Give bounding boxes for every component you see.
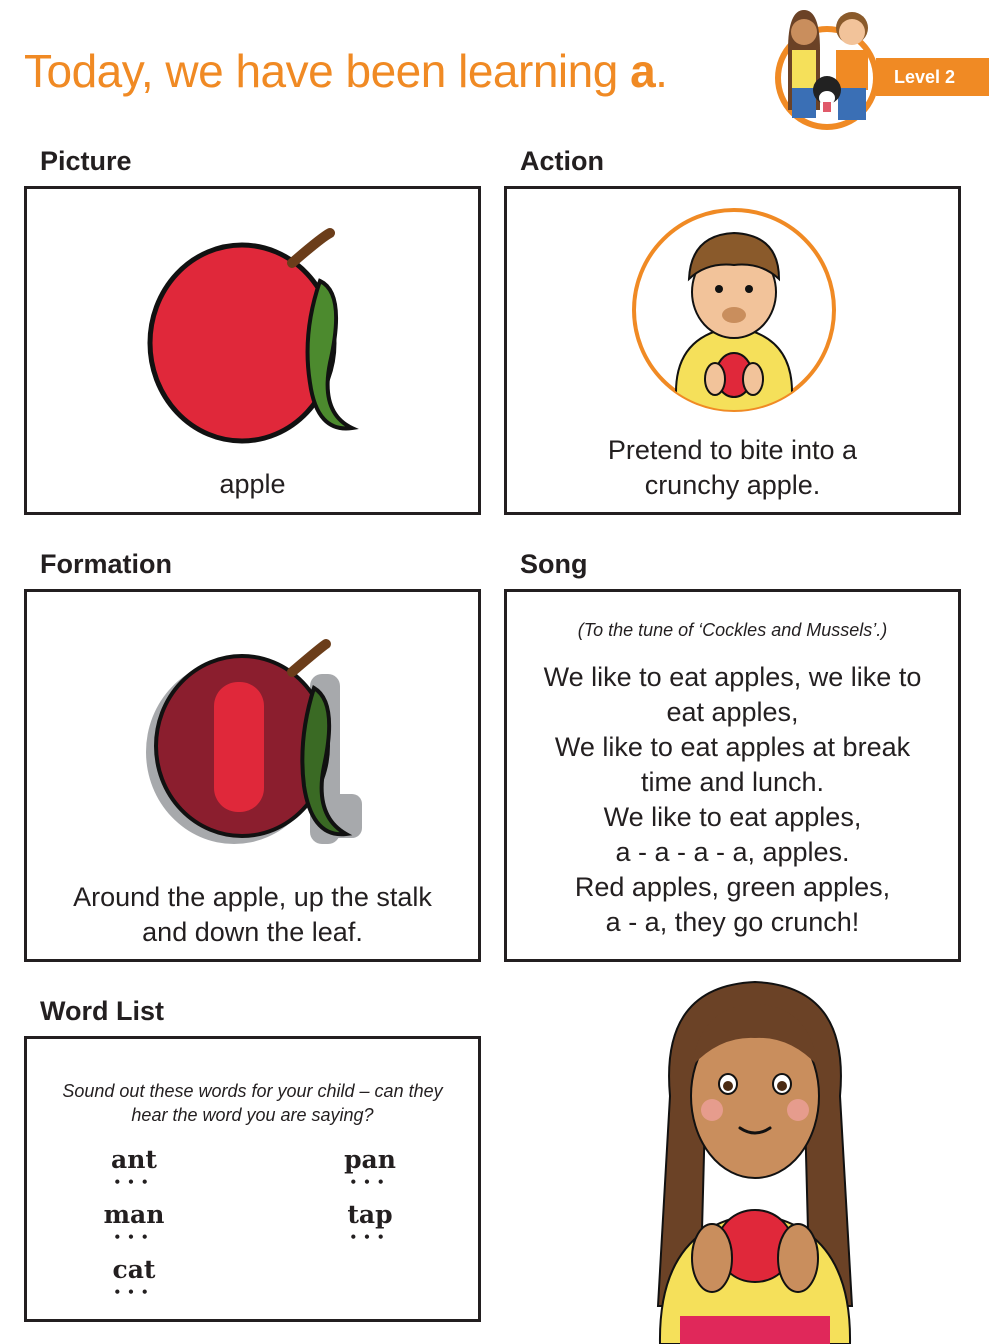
- picture-caption: apple: [219, 469, 286, 499]
- action-caption-line: crunchy apple.: [644, 470, 821, 500]
- formation-caption: [27, 880, 478, 950]
- song-line: Red apples, green apples,: [574, 872, 891, 902]
- phoneme-dots: •••: [349, 1230, 391, 1244]
- characters-logo-icon: [772, 0, 989, 135]
- word-item: [84, 1145, 184, 1188]
- word-list-intro-line: hear the word you are saying?: [131, 1105, 374, 1125]
- formation-caption-line: Around the apple, up the stalk: [73, 882, 432, 912]
- song-line: time and lunch.: [640, 767, 825, 797]
- action-caption-line: Pretend to bite into a: [607, 435, 858, 465]
- song-label: Song: [520, 549, 588, 579]
- song-line: We like to eat apples at break: [554, 732, 911, 762]
- song-lyrics: [507, 660, 958, 940]
- girl-holding-apple-icon: [600, 976, 910, 1344]
- phoneme-dots: •••: [113, 1175, 155, 1189]
- word-text: ant: [111, 1145, 157, 1174]
- formation-label: Formation: [40, 549, 172, 579]
- word-list-card: [24, 1036, 481, 1322]
- word-list-label: Word List: [40, 996, 164, 1026]
- boy-biting-apple-icon: [631, 207, 837, 413]
- action-label: Action: [520, 146, 604, 176]
- formation-card: [24, 589, 481, 962]
- title-suffix: .: [655, 45, 668, 97]
- song-intro: (To the tune of ‘Cockles and Mussels’.): [577, 620, 888, 640]
- song-line: a - a, they go crunch!: [605, 907, 860, 937]
- phoneme-dots: •••: [113, 1285, 155, 1299]
- word-item: [84, 1255, 184, 1298]
- apple-formation-icon: [142, 634, 372, 854]
- level-badge: Level 2: [876, 58, 989, 96]
- word-text: pan: [344, 1145, 396, 1174]
- title-prefix: Today, we have been learning: [24, 45, 631, 97]
- word-text: tap: [347, 1200, 393, 1229]
- page-title: [24, 44, 667, 98]
- word-list-intro: [27, 1079, 478, 1127]
- word-text: man: [103, 1200, 165, 1229]
- phoneme-dots: •••: [349, 1175, 391, 1189]
- picture-card: [24, 186, 481, 515]
- picture-label: Picture: [40, 146, 132, 176]
- word-item: [84, 1200, 184, 1243]
- song-line: a - a - a - a, apples.: [615, 837, 850, 867]
- word-item: [320, 1200, 420, 1243]
- song-line: We like to eat apples,: [603, 802, 862, 832]
- word-list-intro-line: Sound out these words for your child – can they: [62, 1081, 443, 1101]
- word-text: cat: [112, 1255, 156, 1284]
- song-line: We like to eat apples, we like to: [543, 662, 922, 692]
- formation-caption-line: and down the leaf.: [142, 917, 363, 947]
- song-card: [504, 589, 961, 962]
- phoneme-dots: •••: [113, 1230, 155, 1244]
- action-caption: [507, 433, 958, 503]
- action-card: [504, 186, 961, 515]
- apple-letter-icon: [142, 223, 372, 448]
- title-letter: a: [630, 45, 656, 97]
- song-line: eat apples,: [666, 697, 799, 727]
- word-item: [320, 1145, 420, 1188]
